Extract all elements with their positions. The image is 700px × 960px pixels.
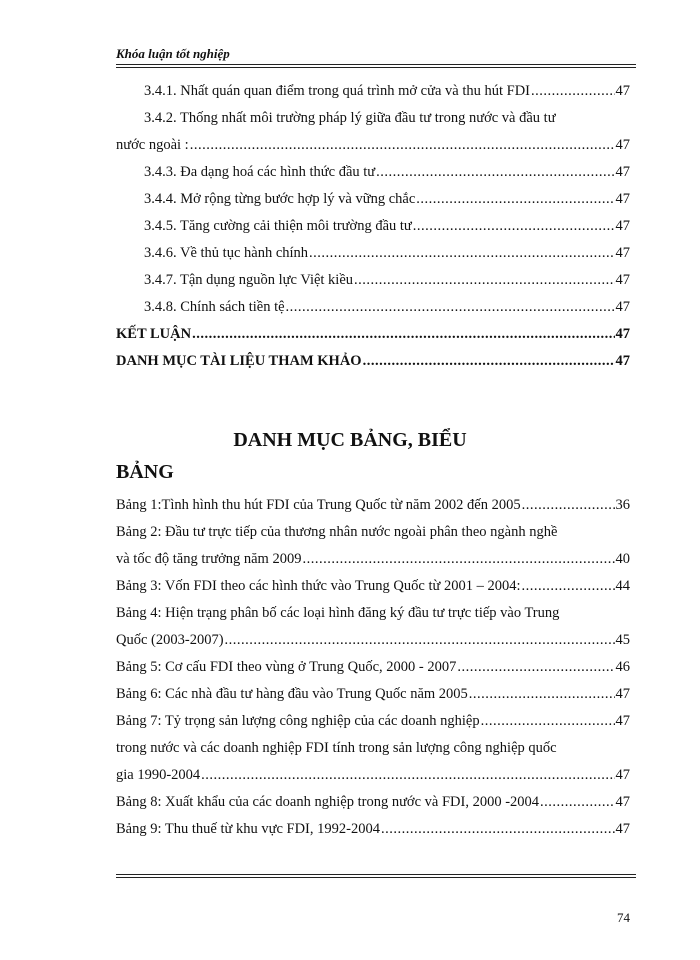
leader-dots [225, 629, 615, 651]
leader-dots [286, 296, 615, 318]
running-header: Khóa luận tốt nghiệp [116, 46, 230, 61]
table-entry-2: và tốc độ tăng trưởng năm 2009 ..... 40 [116, 544, 630, 570]
leader-dots [201, 764, 614, 786]
toc-entry-3-4-2: nước ngoài : ..... 47 [116, 130, 630, 156]
table-entry-5: Bảng 5: Cơ cấu FDI theo vùng ở Trung Quốc, 2000 - 2007 ..... 46 [116, 652, 630, 678]
leader-dots [540, 791, 614, 813]
table-entry-1: Bảng 1:Tình hình thu hút FDI của Trung Quốc từ năm 2002 đến 2005 ..... 36 [116, 490, 630, 516]
leader-dots [302, 548, 614, 570]
toc-entry-3-4-3: 3.4.3. Đa dạng hoá các hình thức đầu tư ..... 47 [144, 157, 630, 183]
leader-dots [469, 683, 615, 705]
tables-section-title: BẢNG [116, 461, 174, 483]
toc-entry-tai-lieu-tham-khao: DANH MỤC TÀI LIỆU THAM KHẢO ..... 47 [116, 346, 630, 372]
toc-entry-3-4-5: 3.4.5. Tăng cường cải thiện môi trường đầu tư ..... 47 [144, 211, 630, 237]
leader-dots [376, 161, 614, 183]
table-entry-9: Bảng 9: Thu thuế từ khu vực FDI, 1992-2004 ..... 47 [116, 814, 630, 840]
table-entry-4: Quốc (2003-2007) ..... 45 [116, 625, 630, 651]
leader-dots [457, 656, 614, 678]
table-entry-8: Bảng 8: Xuất khẩu của các doanh nghiệp trong nước và FDI, 2000 -2004 ..... 47 [116, 787, 630, 813]
toc-entry-3-4-6: 3.4.6. Về thủ tục hành chính ..... 47 [144, 238, 630, 264]
table-entry-7-line2: trong nước và các doanh nghiệp FDI tính trong sản lượng công nghiệp quốc [116, 740, 557, 756]
toc-entry-3-4-7: 3.4.7. Tận dụng nguồn lực Việt kiều ..... 47 [144, 265, 630, 291]
footer-rule-secondary [116, 877, 636, 878]
leader-dots [354, 269, 614, 291]
footer-rule [116, 874, 636, 875]
toc-entry-3-4-8: 3.4.8. Chính sách tiền tệ ..... 47 [144, 292, 630, 318]
leader-dots [522, 575, 615, 597]
leader-dots [190, 134, 615, 156]
table-entry-6: Bảng 6: Các nhà đầu tư hàng đầu vào Trung Quốc năm 2005 ..... 47 [116, 679, 630, 705]
toc-entry-3-4-1: 3.4.1. Nhất quán quan điểm trong quá trình mở cửa và thu hút FDI ..... 47 [144, 76, 630, 102]
leader-dots [416, 188, 614, 210]
header-rule-secondary [116, 67, 636, 68]
leader-dots [522, 494, 615, 516]
toc-entry-3-4-2-line1: 3.4.2. Thống nhất môi trường pháp lý giữa đầu tư trong nước và đầu tư [144, 110, 556, 126]
leader-dots [481, 710, 615, 732]
page-number: 74 [617, 910, 630, 925]
leader-dots [192, 323, 614, 345]
toc-entry-ket-luan: KẾT LUẬN ..... 47 [116, 319, 630, 345]
table-entry-4-line1: Bảng 4: Hiện trạng phân bố các loại hình đăng ký đầu tư trực tiếp vào Trung [116, 605, 560, 621]
table-entry-3: Bảng 3: Vốn FDI theo các hình thức vào Trung Quốc từ 2001 – 2004: ..... 44 [116, 571, 630, 597]
toc-entry-3-4-4: 3.4.4. Mở rộng từng bước hợp lý và vững chắc ..... 47 [144, 184, 630, 210]
leader-dots [309, 242, 614, 264]
table-entry-7: Bảng 7: Tỷ trọng sản lượng công nghiệp của các doanh nghiệp ..... 47 [116, 706, 630, 732]
leader-dots [531, 80, 614, 102]
table-entry-2-line1: Bảng 2: Đầu tư trực tiếp của thương nhân nước ngoài phân theo ngành nghề [116, 524, 558, 540]
leader-dots [363, 350, 615, 372]
header-rule [116, 64, 636, 65]
leader-dots [413, 215, 615, 237]
leader-dots [381, 818, 615, 840]
table-entry-7-line3: gia 1990-2004 ..... 47 [116, 760, 630, 786]
list-of-tables-title: DANH MỤC BẢNG, BIỂU [233, 429, 467, 451]
